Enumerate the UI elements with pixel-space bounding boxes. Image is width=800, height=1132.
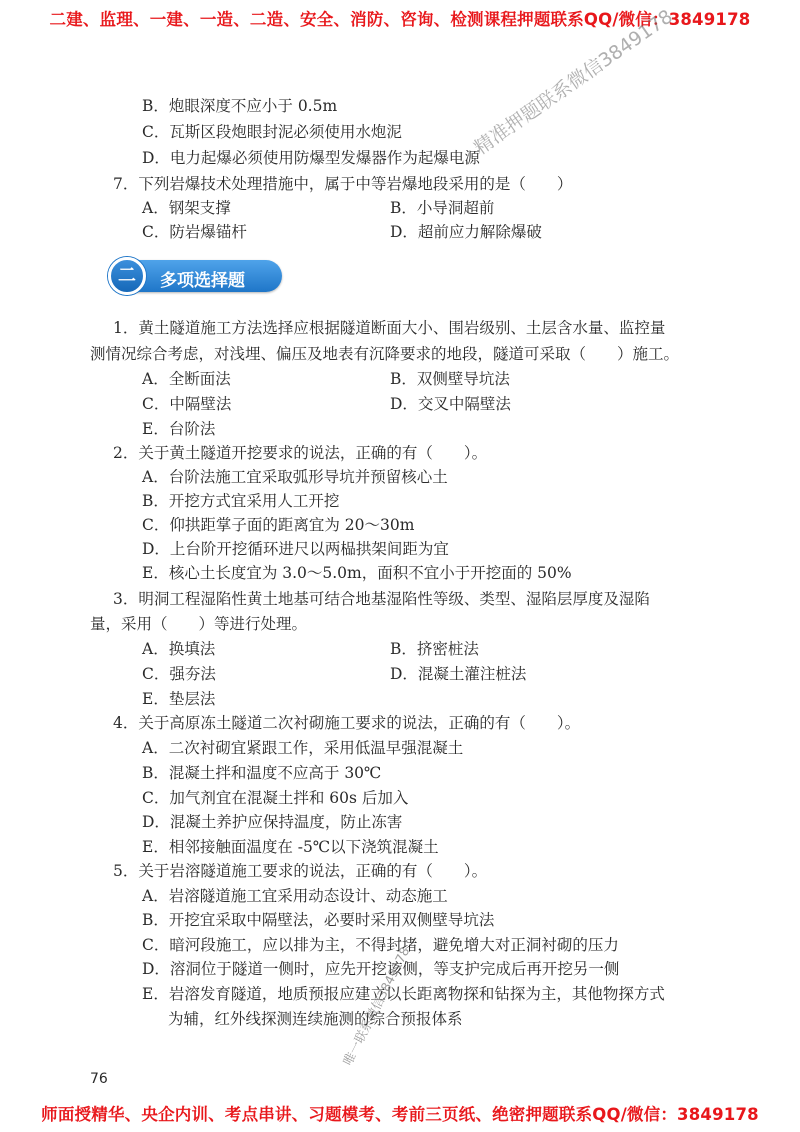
question-m3-option-c: C．强夯法 bbox=[142, 665, 216, 683]
question-7-option-c: C．防岩爆锚杆 bbox=[142, 223, 247, 241]
question-m3-option-d: D．混凝土灌注桩法 bbox=[390, 665, 527, 683]
question-m2-stem: 2．关于黄土隧道开挖要求的说法，正确的有（ ）。 bbox=[113, 444, 488, 462]
page-number: 76 bbox=[90, 1071, 108, 1087]
question-m5-option-e-line2: 为辅，红外线探测连续施测的综合预报体系 bbox=[168, 1010, 463, 1028]
question-m3-stem-line1: 3．明洞工程湿陷性黄土地基可结合地基湿陷性等级、类型、湿陷层厚度及湿陷 bbox=[113, 590, 650, 608]
question-m5-option-d: D．溶洞位于隧道一侧时，应先开挖该侧，等支护完成后再开挖另一侧 bbox=[142, 960, 620, 978]
question-m4-option-b: B．混凝土拌和温度不应高于 30℃ bbox=[142, 764, 382, 782]
question-m3-option-b: B．挤密桩法 bbox=[390, 640, 479, 658]
prev-option-d: D．电力起爆必须使用防爆型发爆器作为起爆电源 bbox=[142, 149, 480, 167]
footer-contact-banner: 师面授精华、央企内训、考点串讲、习题模考、考前三页纸、绝密押题联系QQ/微信：3849178 bbox=[41, 1105, 759, 1124]
section-title: 多项选择题 bbox=[160, 271, 245, 291]
question-m3-option-a: A．换填法 bbox=[142, 640, 216, 658]
question-m1-option-d: D．交叉中隔壁法 bbox=[390, 395, 511, 413]
question-m1-option-b: B．双侧壁导坑法 bbox=[390, 370, 510, 388]
header-contact-banner: 二建、监理、一建、一造、二造、安全、消防、咨询、检测课程押题联系QQ/微信：3849178 bbox=[49, 10, 751, 29]
prev-option-b: B．炮眼深度不应小于 0.5m bbox=[142, 97, 338, 115]
question-m4-option-c: C．加气剂宜在混凝土拌和 60s 后加入 bbox=[142, 789, 409, 807]
question-m2-option-a: A．台阶法施工宜采取弧形导坑并预留核心土 bbox=[142, 468, 448, 486]
question-m5-option-e-line1: E．岩溶发育隧道，地质预报应建立以长距离物探和钻探为主，其他物探方式 bbox=[142, 985, 665, 1003]
question-m1-option-e: E．台阶法 bbox=[142, 420, 216, 438]
section-header-multiple-choice bbox=[108, 257, 282, 295]
question-m4-option-e: E．相邻接触面温度在 -5℃以下浇筑混凝土 bbox=[142, 838, 439, 856]
question-m2-option-d: D．上台阶开挖循环进尺以两榀拱架间距为宜 bbox=[142, 540, 449, 558]
question-m2-option-b: B．开挖方式宜采用人工开挖 bbox=[142, 492, 340, 510]
question-m4-option-a: A．二次衬砌宜紧跟工作，采用低温早强混凝土 bbox=[142, 739, 464, 757]
question-m2-option-e: E．核心土长度宜为 3.0～5.0m，面积不宜小于开挖面的 50% bbox=[142, 564, 572, 582]
diagonal-watermark-top: 精准押题联系微信3849178 bbox=[470, 5, 677, 160]
question-m5-option-a: A．岩溶隧道施工宜采用动态设计、动态施工 bbox=[142, 887, 448, 905]
question-m3-stem-line2: 量，采用（ ）等进行处理。 bbox=[90, 615, 308, 633]
question-m1-option-c: C．中隔壁法 bbox=[142, 395, 232, 413]
question-7-option-a: A．钢架支撑 bbox=[142, 199, 231, 217]
section-number-badge: 二 bbox=[108, 257, 146, 295]
question-m5-stem: 5．关于岩溶隧道施工要求的说法，正确的有（ ）。 bbox=[113, 862, 488, 880]
diagonal-watermark-bottom: 唯一联系微信3849178 bbox=[339, 944, 413, 1068]
question-m1-stem-line1: 1．黄土隧道施工方法选择应根据隧道断面大小、围岩级别、土层含水量、监控量 bbox=[113, 319, 666, 337]
question-m5-option-b: B．开挖宜采取中隔壁法，必要时采用双侧壁导坑法 bbox=[142, 911, 495, 929]
question-m4-stem: 4．关于高原冻土隧道二次衬砌施工要求的说法，正确的有（ ）。 bbox=[113, 714, 581, 732]
question-7-option-b: B．小导洞超前 bbox=[390, 199, 495, 217]
question-m2-option-c: C．仰拱距掌子面的距离宜为 20～30m bbox=[142, 516, 415, 534]
question-m5-option-c: C．暗河段施工，应以排为主，不得封堵，避免增大对正洞衬砌的压力 bbox=[142, 936, 619, 954]
prev-option-c: C．瓦斯区段炮眼封泥必须使用水炮泥 bbox=[142, 123, 402, 141]
question-m1-option-a: A．全断面法 bbox=[142, 370, 231, 388]
question-m3-option-e: E．垫层法 bbox=[142, 690, 216, 708]
question-7-option-d: D．超前应力解除爆破 bbox=[390, 223, 542, 241]
question-m4-option-d: D．混凝土养护应保持温度，防止冻害 bbox=[142, 813, 403, 831]
question-m1-stem-line2: 测情况综合考虑，对浅埋、偏压及地表有沉降要求的地段，隧道可采取（ ）施工。 bbox=[90, 345, 680, 363]
question-7-stem: 7．下列岩爆技术处理措施中，属于中等岩爆地段采用的是（ ） bbox=[113, 175, 573, 193]
